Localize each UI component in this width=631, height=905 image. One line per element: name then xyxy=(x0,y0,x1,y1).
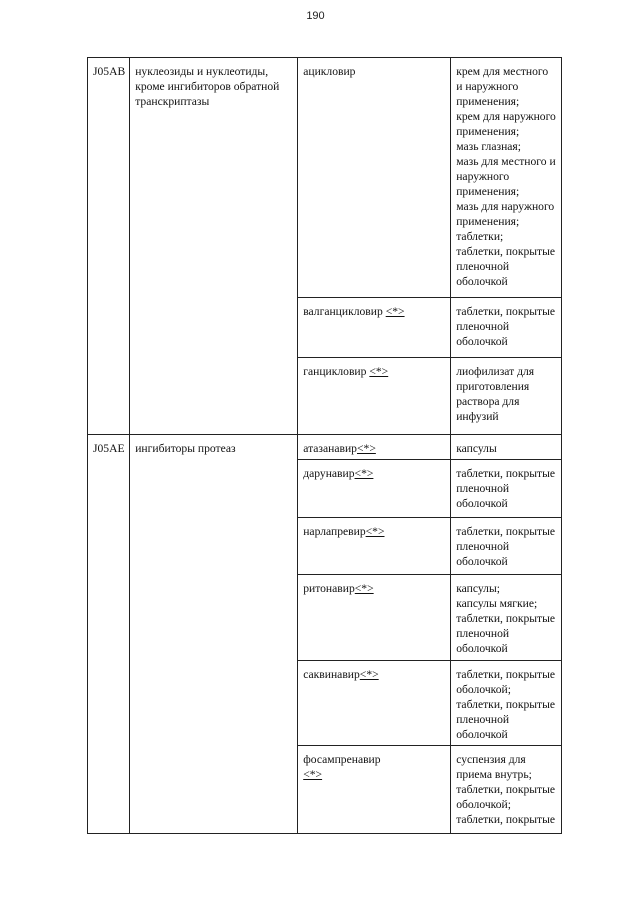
dosage-forms-cell xyxy=(451,518,562,575)
drug-name: фосампренавир xyxy=(303,753,381,766)
dosage-form: лиофилизат для приготовления раствора для инфузий xyxy=(456,365,535,423)
dosage-form: мазь глазная; xyxy=(456,140,521,153)
atc-code-cell xyxy=(88,435,130,834)
dosage-forms-cell xyxy=(451,460,562,518)
page-number: 190 xyxy=(306,10,325,22)
dosage-form: крем для наружного применения; xyxy=(456,110,556,138)
drug-name: ацикловир xyxy=(303,65,356,78)
atc-code: J05AB xyxy=(93,65,126,78)
dosage-forms-cell xyxy=(451,358,562,435)
restriction-mark: <*> xyxy=(385,305,405,318)
restriction-mark: <*> xyxy=(356,442,376,455)
dosage-form: таблетки, покрытые пленочной оболочкой xyxy=(456,525,556,568)
group-name: нуклеозиды и нуклеотиды, кроме ингибиторов обратной транскриптазы xyxy=(135,65,280,108)
drug-name-cell xyxy=(298,661,451,746)
dosage-form: таблетки, покрытые оболочкой; xyxy=(456,783,556,811)
dosage-form: таблетки, покрытые оболочкой; xyxy=(456,668,556,696)
restriction-mark: <*> xyxy=(354,467,374,480)
dosage-form: крем для местного и наружного применения; xyxy=(456,65,549,108)
drug-name: дарунавир xyxy=(303,467,355,480)
restriction-mark: <*> xyxy=(359,668,379,681)
dosage-form: суспензия для приема внутрь; xyxy=(456,753,532,781)
dosage-forms-cell xyxy=(451,58,562,298)
drug-name-cell xyxy=(298,435,451,460)
restriction-mark: <*> xyxy=(365,525,385,538)
group-name-cell xyxy=(130,435,298,834)
dosage-form: таблетки, покрытые пленочной оболочкой xyxy=(456,612,556,655)
atc-code: J05AE xyxy=(93,442,125,455)
drug-table xyxy=(87,57,562,834)
dosage-forms-cell xyxy=(451,575,562,661)
dosage-form: таблетки; xyxy=(456,230,504,243)
drug-name-cell xyxy=(298,298,451,358)
dosage-form: таблетки, покрытые пленочной оболочкой xyxy=(456,698,556,741)
restriction-mark: <*> xyxy=(369,365,389,378)
drug-name-cell xyxy=(298,358,451,435)
restriction-mark: <*> xyxy=(303,768,323,781)
dosage-form: мазь для наружного применения; xyxy=(456,200,555,228)
dosage-form: таблетки, покрытые пленочной оболочкой xyxy=(456,305,556,348)
drug-name-cell xyxy=(298,518,451,575)
dosage-forms-cell xyxy=(451,746,562,834)
drug-name-cell xyxy=(298,460,451,518)
drug-name: саквинавир xyxy=(303,668,360,681)
drug-name: нарлапревир xyxy=(303,525,366,538)
group-name-cell xyxy=(130,58,298,435)
drug-name: атазанавир xyxy=(303,442,357,455)
dosage-forms-cell xyxy=(451,298,562,358)
drug-name-cell xyxy=(298,58,451,298)
dosage-form: капсулы xyxy=(456,442,497,455)
drug-name: ритонавир xyxy=(303,582,355,595)
drug-name-cell xyxy=(298,746,451,834)
dosage-form: таблетки, покрытые xyxy=(456,813,556,826)
dosage-forms-cell xyxy=(451,661,562,746)
dosage-form: таблетки, покрытые пленочной оболочкой xyxy=(456,467,556,510)
drug-name: ганцикловир xyxy=(303,365,370,378)
drug-name-cell xyxy=(298,575,451,661)
table-row xyxy=(88,58,562,298)
dosage-form: таблетки, покрытые пленочной оболочкой xyxy=(456,245,556,288)
dosage-form: капсулы мягкие; xyxy=(456,597,538,610)
table-row xyxy=(88,435,562,460)
dosage-form: капсулы; xyxy=(456,582,500,595)
group-name: ингибиторы протеаз xyxy=(135,442,236,455)
dosage-form: мазь для местного и наружного применения; xyxy=(456,155,556,198)
atc-code-cell xyxy=(88,58,130,435)
dosage-forms-cell xyxy=(451,435,562,460)
drug-name: валганцикловир xyxy=(303,305,386,318)
restriction-mark: <*> xyxy=(354,582,374,595)
